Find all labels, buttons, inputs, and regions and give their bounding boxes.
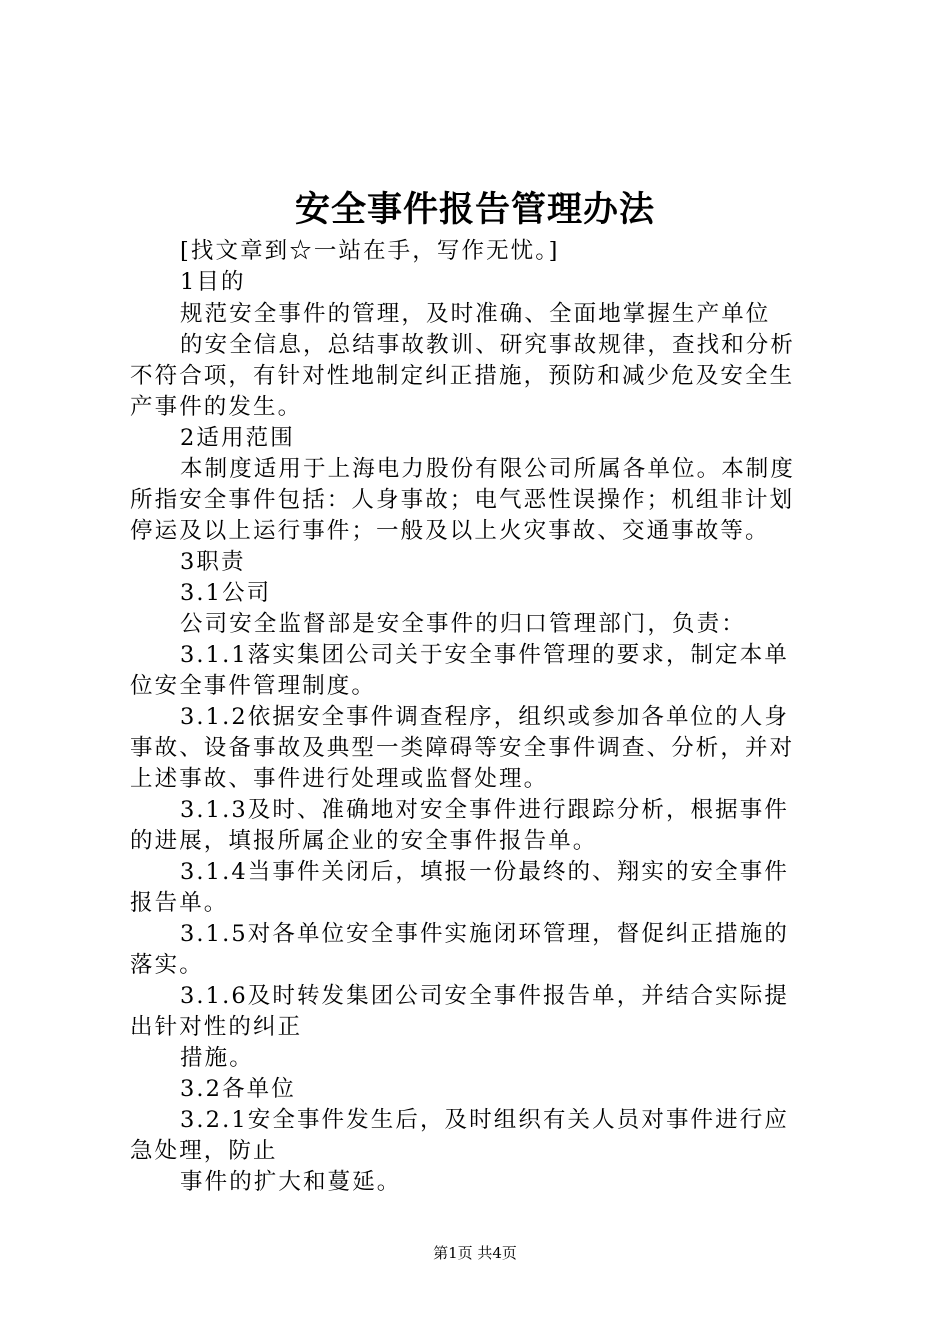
paragraph-line: 产事件的发生。 <box>130 394 303 420</box>
page-number: 第1页 共4页 <box>433 1244 517 1262</box>
paragraph-line: 3.1.2依据安全事件调查程序，组织或参加各单位的人身 <box>180 704 789 730</box>
paragraph-line: 事故、设备事故及典型一类障碍等安全事件调查、分析，并对 <box>130 735 795 761</box>
document-title: 安全事件报告管理办法 <box>294 189 655 230</box>
paragraph-line: 落实。 <box>130 952 204 978</box>
paragraph-line: 的进展，填报所属企业的安全事件报告单。 <box>130 828 598 854</box>
paragraph-line: 事件的扩大和蔓延。 <box>180 1169 402 1195</box>
heading-company: 3.1公司 <box>180 580 272 606</box>
paragraph-line: 本制度适用于上海电力股份有限公司所属各单位。本制度 <box>180 456 796 482</box>
paragraph-line: 3.1.1落实集团公司关于安全事件管理的要求，制定本单 <box>180 642 789 668</box>
heading-units: 3.2各单位 <box>180 1076 296 1102</box>
paragraph-line: 所指安全事件包括：人身事故；电气恶性误操作；机组非计划 <box>130 487 795 513</box>
paragraph-line: 不符合项，有针对性地制定纠正措施，预防和减少危及安全生 <box>130 363 795 389</box>
paragraph-line: 出针对性的纠正 <box>130 1014 303 1040</box>
paragraph-line: 位安全事件管理制度。 <box>130 673 377 699</box>
paragraph-line: 3.1.5对各单位安全事件实施闭环管理，督促纠正措施的 <box>180 921 789 947</box>
paragraph-line: 停运及以上运行事件；一般及以上火灾事故、交通事故等。 <box>130 518 770 544</box>
paragraph-line: 3.1.6及时转发集团公司安全事件报告单，并结合实际提 <box>180 983 789 1009</box>
paragraph-line: 规范安全事件的管理，及时准确、全面地掌握生产单位 <box>180 301 771 327</box>
source-note: [找文章到☆一站在手，写作无忧。] <box>180 238 560 264</box>
paragraph-line: 急处理，防止 <box>130 1138 278 1164</box>
paragraph-line: 的安全信息，总结事故教训、研究事故规律，查找和分析 <box>180 332 796 358</box>
paragraph-line: 措施。 <box>180 1045 254 1071</box>
heading-purpose: 1目的 <box>180 269 246 295</box>
paragraph-line: 3.1.3及时、准确地对安全事件进行跟踪分析，根据事件 <box>180 797 789 823</box>
paragraph-line: 上述事故、事件进行处理或监督处理。 <box>130 766 549 792</box>
heading-scope: 2适用范围 <box>180 425 295 451</box>
paragraph-line: 3.1.4当事件关闭后，填报一份最终的、翔实的安全事件 <box>180 859 789 885</box>
paragraph-line: 公司安全监督部是安全事件的归口管理部门，负责： <box>180 611 746 637</box>
heading-duties: 3职责 <box>180 549 246 575</box>
paragraph-line: 3.2.1安全事件发生后，及时组织有关人员对事件进行应 <box>180 1107 789 1133</box>
paragraph-line: 报告单。 <box>130 890 229 916</box>
